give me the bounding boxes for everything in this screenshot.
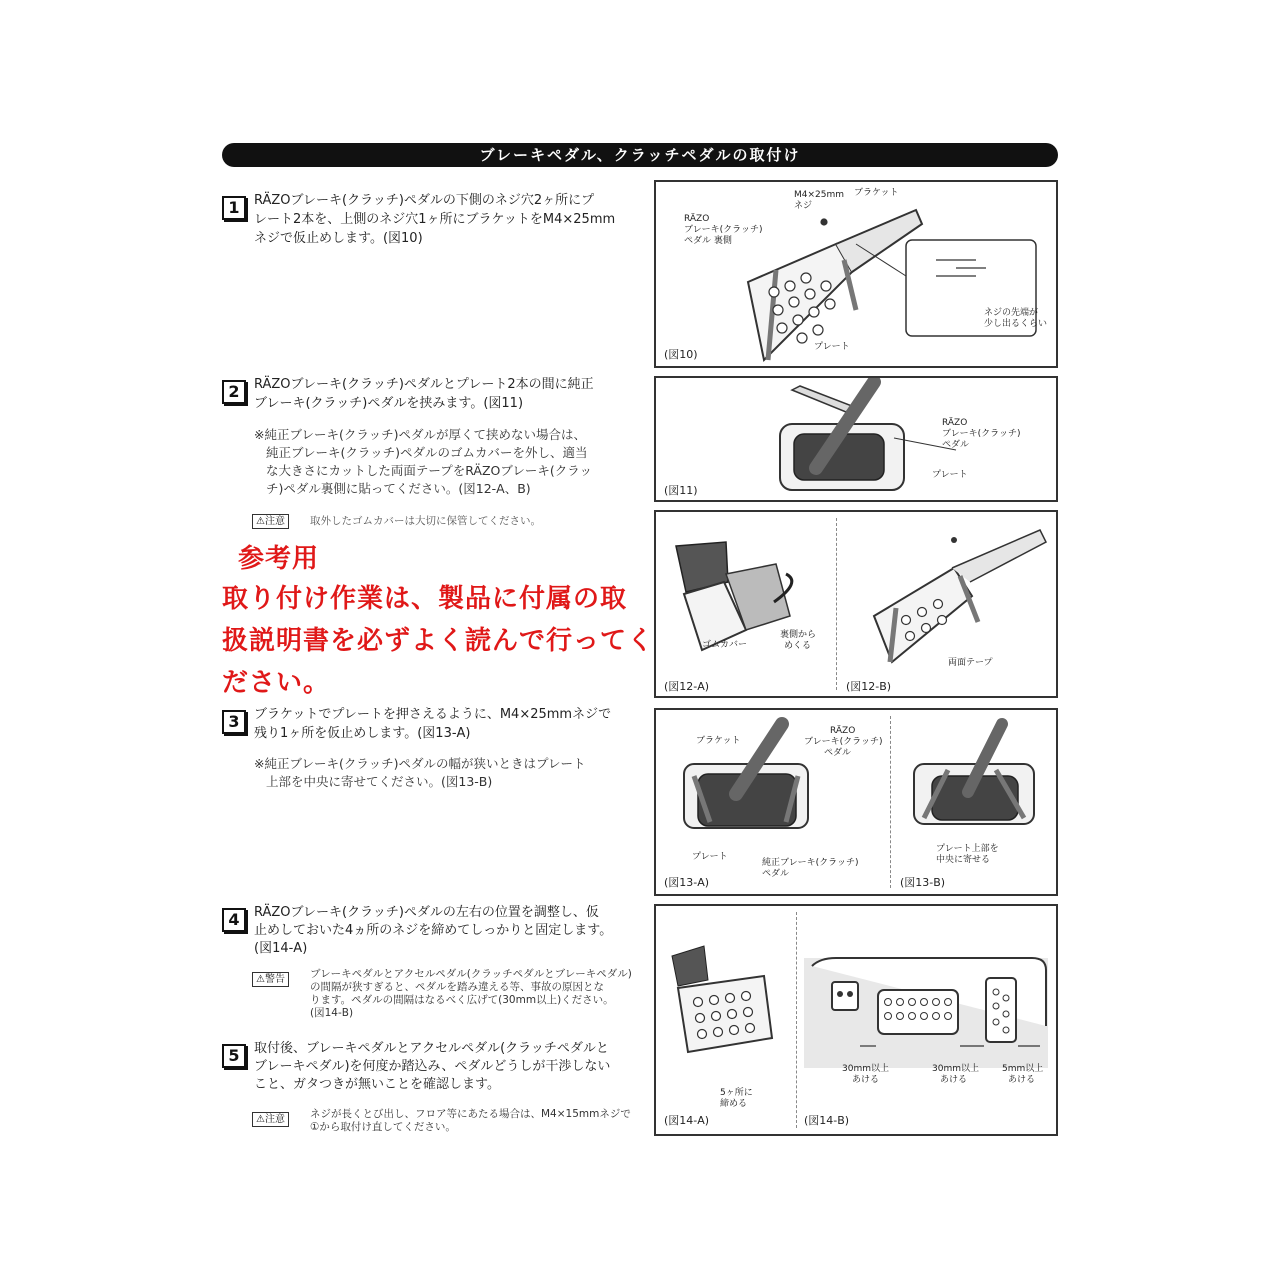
fig10-bracket-label: ブラケット (854, 188, 899, 198)
caution-2-line-2: ①から取付け直してください。 (310, 1121, 456, 1133)
step-2-line-2: ブレーキ(クラッチ)ペダルを挟みます。(図11) (254, 396, 524, 411)
fig13a-oem-label-1: 純正ブレーキ(クラッチ) (762, 858, 859, 868)
fig11-plate-label: プレート (932, 470, 968, 480)
fig11-razo-label-2: ブレーキ(クラッチ) (942, 429, 1021, 439)
warning-line-1: ブレーキペダルとアクセルペダル(クラッチペダルとブレーキペダル) (310, 968, 632, 980)
caution-badge-2: ⚠注意 (252, 1112, 289, 1127)
figure-14 (654, 904, 1058, 1136)
figure-13 (654, 708, 1058, 896)
step-4-line-1: RÄZOブレーキ(クラッチ)ペダルの左右の位置を調整し、仮 (254, 905, 599, 920)
step-2-note-3: な大きさにカットした両面テープをRÄZOブレーキ(クラッ (266, 463, 593, 478)
step-1-line-2: レート2本を、上側のネジ穴1ヶ所にブラケットをM4×25mm (254, 212, 616, 227)
figure-11 (654, 376, 1058, 502)
step-2-note-4: チ)ペダル裏側に貼ってください。(図12-A、B) (266, 481, 531, 496)
step-5-line-1: 取付後、ブレーキペダルとアクセルペダル(クラッチペダルと (254, 1041, 609, 1056)
fig10-caption: (図10) (664, 348, 698, 361)
caution-2-line-1: ネジが長くとび出し、フロア等にあたる場合は、M4×15mmネジで (310, 1108, 631, 1120)
caution-badge: ⚠注意 (252, 514, 289, 529)
step-1-line-1: RÄZOブレーキ(クラッチ)ペダルの下側のネジ穴2ヶ所にプ (254, 193, 595, 208)
fig14b-gap1-label-1: 30mm以上 (842, 1064, 889, 1074)
fig14b-gap2-label-1: 30mm以上 (932, 1064, 979, 1074)
fig12a-peel-label-1: 裏側から (780, 630, 817, 640)
fig14a-tight-label-2: 締める (720, 1099, 748, 1109)
fig10-detail-label-2: 少し出るくらい (984, 319, 1048, 329)
fig14b-caption: (図14-B) (804, 1114, 850, 1127)
step-3-line-2: 残り1ヶ所を仮止めします。(図13-A) (254, 726, 471, 741)
fig13a-razo-label-3: ペダル (824, 748, 852, 758)
step-5-line-3: こと、ガタつきが無いことを確認します。 (254, 1077, 500, 1092)
fig10-illustration (656, 182, 1056, 366)
fig13a-razo-label-1: RÄZO (830, 726, 856, 736)
step-number-1: 1 (222, 196, 246, 220)
fig12-illustration (656, 512, 1056, 696)
fig10-screw-label-2: ネジ (794, 201, 813, 211)
step-number-3: 3 (222, 710, 246, 734)
fig14b-gap3-label-1: 5mm以上 (1002, 1064, 1044, 1074)
fig12a-rubber-label: ゴムカバー (702, 640, 748, 650)
caution-text: 取外したゴムカバーは大切に保管してください。 (310, 515, 541, 527)
fig13a-bracket-label: ブラケット (696, 736, 741, 746)
fig11-razo-label-3: ペダル (942, 440, 970, 450)
fig13b-plate-label-2: 中央に寄せる (936, 855, 991, 865)
warning-line-4: (図14-B) (310, 1007, 354, 1019)
step-number-5: 5 (222, 1044, 246, 1068)
fig11-razo-label-1: RÄZO (942, 418, 968, 428)
fig10-pedal-label-1: RÄZO (684, 214, 710, 224)
fig13a-caption: (図13-A) (664, 876, 710, 889)
fig12b-caption: (図12-B) (846, 680, 892, 693)
figure-12 (654, 510, 1058, 698)
fig14b-gap2-label-2: あける (940, 1075, 968, 1085)
warning-line-3: ります。ペダルの間隔はなるべく広げて(30mm以上)ください。 (310, 994, 614, 1006)
fig10-plate-label: プレート (814, 342, 850, 352)
fig13b-plate-label-1: プレート上部を (936, 844, 999, 854)
fig14a-caption: (図14-A) (664, 1114, 710, 1127)
step-5-line-2: ブレーキペダル)を何度か踏込み、ペダルどうしが干渉しない (254, 1059, 611, 1074)
fig10-pedal-label-3: ペダル 裏側 (684, 236, 732, 246)
section-header: ブレーキペダル、クラッチペダルの取付け (222, 143, 1058, 167)
figure-10 (654, 180, 1058, 368)
overlay-line-3: 扱説明書を必ずよく読んで行ってく (222, 626, 655, 656)
fig13b-caption: (図13-B) (900, 876, 946, 889)
fig12b-tape-label: 両面テープ (948, 658, 993, 668)
overlay-line-1: 参考用 (238, 544, 320, 574)
fig14b-gap1-label-2: あける (852, 1075, 880, 1085)
fig13a-plate-label: プレート (692, 852, 728, 862)
overlay-line-2: 取り付け作業は、製品に付属の取 (222, 584, 628, 614)
fig14a-tight-label-1: 5ヶ所に (720, 1088, 753, 1098)
fig11-caption: (図11) (664, 484, 698, 497)
fig10-screw-label: M4×25mm (794, 190, 845, 200)
fig14-illustration (656, 906, 1056, 1134)
warning-badge: ⚠警告 (252, 972, 289, 987)
step-4-line-2: 止めしておいた4ヵ所のネジを締めてしっかりと固定します。 (254, 923, 613, 938)
overlay-line-4: ださい。 (222, 668, 331, 698)
fig12a-peel-label-2: めくる (784, 641, 812, 651)
step-3-line-1: ブラケットでプレートを押さえるように、M4×25mmネジで (254, 707, 612, 722)
step-number-4: 4 (222, 908, 246, 932)
step-2-note-1: ※純正ブレーキ(クラッチ)ペダルが厚くて挟めない場合は、 (254, 427, 586, 442)
fig10-detail-label-1: ネジの先端が (984, 308, 1039, 318)
fig10-pedal-label-2: ブレーキ(クラッチ) (684, 225, 763, 235)
step-4-line-3: (図14-A) (254, 941, 308, 956)
fig13a-oem-label-2: ペダル (762, 869, 790, 879)
step-2-line-1: RÄZOブレーキ(クラッチ)ペダルとプレート2本の間に純正 (254, 377, 594, 392)
step-number-2: 2 (222, 380, 246, 404)
fig14b-gap3-label-2: あける (1008, 1075, 1036, 1085)
fig12a-caption: (図12-A) (664, 680, 710, 693)
step-3-note-1: ※純正ブレーキ(クラッチ)ペダルの幅が狭いときはプレート (254, 756, 586, 771)
fig13a-razo-label-2: ブレーキ(クラッチ) (804, 737, 883, 747)
step-3-note-2: 上部を中央に寄せてください。(図13-B) (266, 774, 493, 789)
warning-line-2: の間隔が狭すぎると、ペダルを踏み違える等、事故の原因とな (310, 981, 604, 993)
step-1-line-3: ネジで仮止めします。(図10) (254, 231, 423, 246)
step-2-note-2: 純正ブレーキ(クラッチ)ペダルのゴムカバーを外し、適当 (266, 445, 588, 460)
